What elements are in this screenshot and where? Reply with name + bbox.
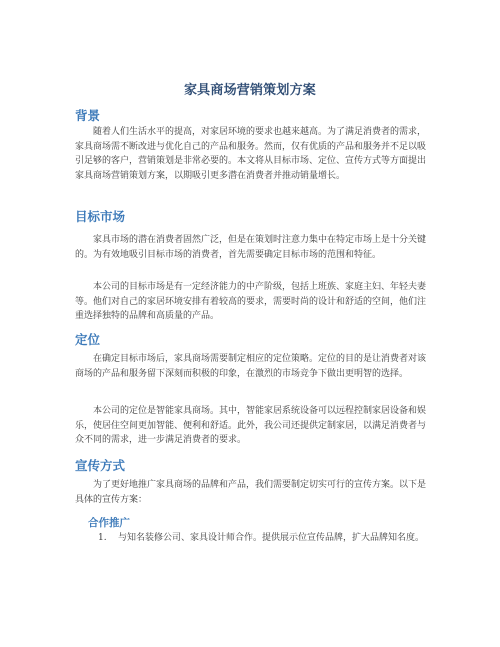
subsection-heading-cooperation: 合作推广: [88, 517, 130, 529]
positioning-paragraph-2: 本公司的定位是智能家具商场。其中，智能家居系统设备可以远程控制家居设备和娱乐，使居住空间更加智能、便利和舒适。此外，我公司还提供定制家居，以满足消费者与众不同的需求，进一步满足消费者的要求。: [75, 406, 427, 445]
section-heading-target-market: 目标市场: [75, 209, 126, 224]
target-market-paragraph-2: 本公司的目标市场是有一定经济能力的中产阶级，包括上班族、家庭主妇、年轻夫妻等。他们对自己的家居环境安排有着较高的要求，需要时尚的设计和舒适的空间，他们注重选择独特的品牌和高质量的产品。: [75, 282, 427, 321]
document-title: 家具商场营销策划方案: [183, 83, 316, 98]
section-heading-background: 背景: [75, 108, 101, 123]
target-market-paragraph-1: 家具市场的潜在消费者固然广泛，但是在策划时注意力集中在特定市场上是十分关键的。为有效地吸引目标市场的消费者，首先需要确定目标市场的范围和特征。: [75, 235, 427, 260]
section-heading-promotion: 宣传方式: [75, 458, 126, 473]
list-item-text: 与知名装修公司、家具设计师合作。提供展示位宣传品牌，扩大品牌知名度。: [118, 533, 425, 543]
promotion-paragraph-1: 为了更好地推广家具商场的品牌和产品，我们需要制定切实可行的宣传方案。以下是具体的宣传方案：: [75, 480, 427, 505]
positioning-paragraph-1: 在确定目标市场后，家具商场需要制定相应的定位策略。定位的目的是让消费者对该商场的产品和服务留下深刻而积极的印象，在激烈的市场竞争下做出更明智的选择。: [75, 354, 427, 379]
section-heading-positioning: 定位: [75, 332, 101, 347]
background-paragraph-1: 随着人们生活水平的提高，对家居环境的要求也越来越高。为了满足消费者的需求，家具商场需不断改进与优化自己的产品和服务。然而，仅有优质的产品和服务并不足以吸引足够的客户，营销策划是非常必要的。本文将从目标市场、定位、宣传方式等方面提出家具商场营销策划方案，以期吸引更多潜在消费者并推动销量增长。: [75, 127, 427, 181]
list-item: [92, 531, 430, 546]
list-item-number: 1.: [98, 533, 107, 543]
